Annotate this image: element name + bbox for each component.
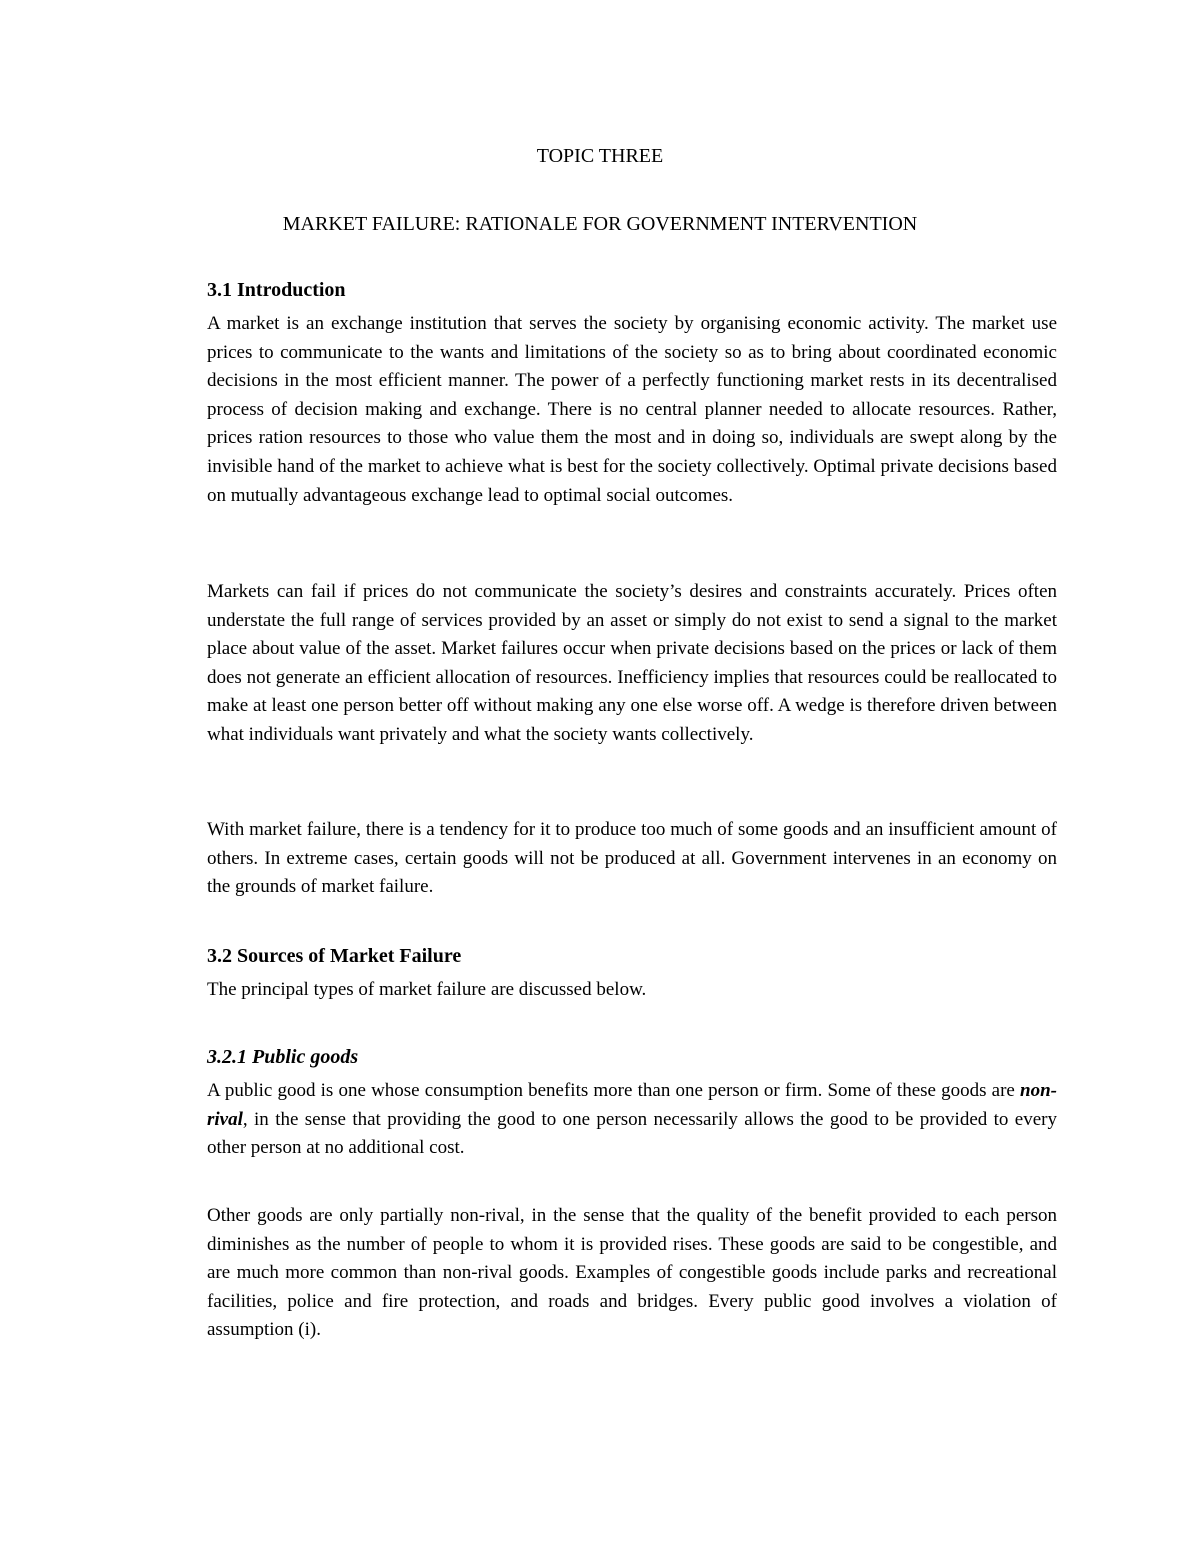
section-3-1-paragraph-2: Markets can fail if prices do not communicate the society’s desires and constraints accurately. Prices often understate the full range of services provided by an asset or simply do not exist to send a signal to the market place about value of the asset. Market failures occur when private decisions based on the prices or lack of them does not generate an efficient allocation of resources. Inefficiency implies that resources could be reallocated to make at least one person better off without making any one else worse off. A wedge is therefore driven between what individuals want privately and what the society wants collectively. — [207, 581, 1057, 745]
paragraph-text-before: A public good is one whose consumption benefits more than one person or firm. Some of these goods are — [207, 1080, 1021, 1101]
non-rival-emphasis: non-rival — [207, 1080, 1057, 1130]
section-3-1-paragraph-3: With market failure, there is a tendency for it to produce too much of some goods and an insufficient amount of others. In extreme cases, certain goods will not be produced at all. Government intervenes in an economy on the grounds of market failure. — [207, 819, 1057, 898]
section-3-1-paragraph-1: A market is an exchange institution that serves the society by organising economic activity. The market use prices to communicate to the wants and limitations of the society so as to bring about coordinated economic decisions in the most efficient manner. The power of a perfectly functioning market rests in its decentralised process of decision making and exchange. There is no central planner needed to allocate resources. Rather, prices ration resources to those who value them the most and in doing so, individuals are swept along by the invisible hand of the market to achieve what is best for the society collectively. Optimal private decisions based on mutually advantageous exchange lead to optimal social outcomes. — [207, 313, 1057, 506]
section-3-2-1-heading: 3.2.1 Public goods — [207, 1046, 359, 1068]
section-3-2-1-paragraph-1 — [207, 1077, 1057, 1163]
paragraph-text-after: , in the sense that providing the good to one person necessarily allows the good to be provided to every other person at no additional cost. — [207, 1108, 1057, 1159]
section-3-2-paragraph-1: The principal types of market failure are discussed below. — [207, 979, 647, 1000]
page-title: MARKET FAILURE: RATIONALE FOR GOVERNMENT INTERVENTION — [282, 213, 918, 235]
section-3-2-1-paragraph-2: Other goods are only partially non-rival, in the sense that the quality of the benefit provided to each person diminishes as the number of people to whom it is provided rises. These goods are said to be congestible, and are much more common than non-rival goods. Examples of congestible goods include parks and recreational facilities, police and fire protection, and roads and bridges. Every public good involves a violation of assumption (i). — [207, 1205, 1057, 1341]
topic-label: TOPIC THREE — [536, 145, 664, 167]
section-3-2-heading: 3.2 Sources of Market Failure — [207, 945, 462, 967]
section-3-1-heading: 3.1 Introduction — [207, 279, 346, 301]
